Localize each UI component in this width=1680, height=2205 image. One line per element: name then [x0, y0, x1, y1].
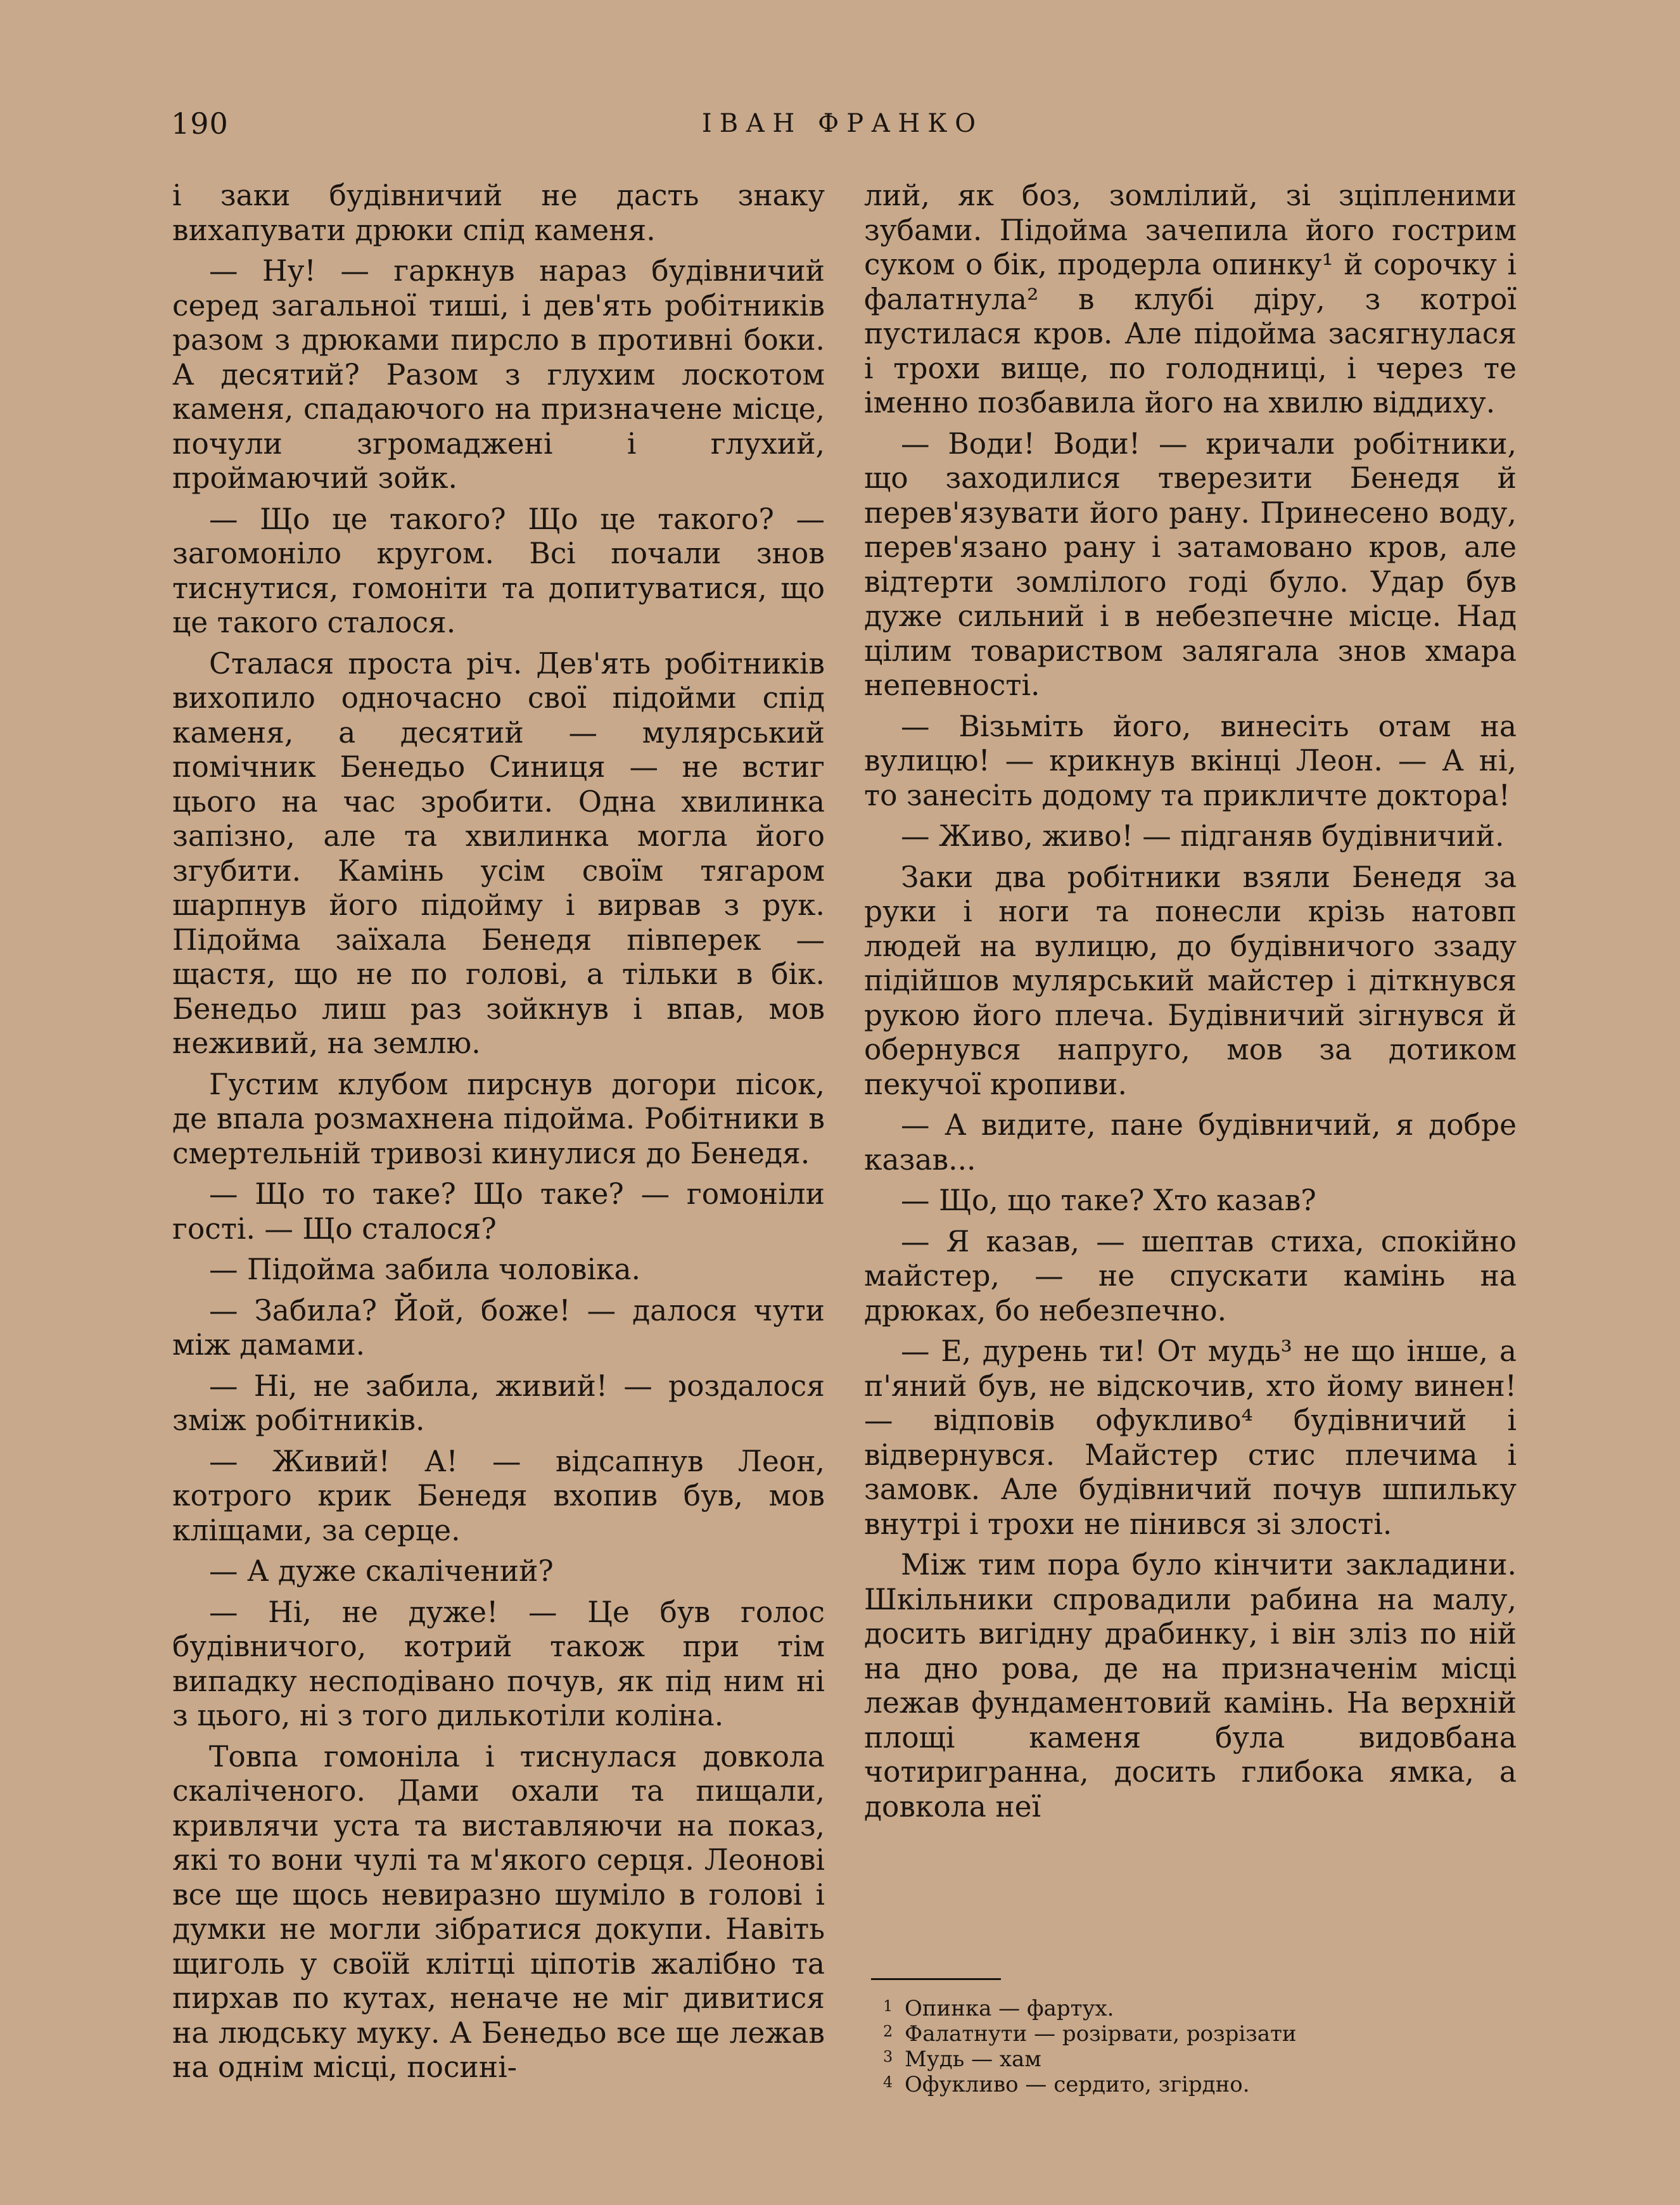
- right-column: [864, 179, 1517, 1824]
- paragraph: і заки будівничий не дасть знаку вихапувати дрюки спід каменя.: [172, 179, 825, 247]
- paragraph: лий, як боз, зомлілий, зі зціпленими зубами. Підойма зачепила його гострим суком о бік, продерла опинку¹ й сорочку і фалатнула² в клубі діру, з котрої пустилася кров. Але підойма засягнулася і трохи вище, по голодниці, і через те іменно позбавила його на хвилю віддиху.: [864, 179, 1517, 419]
- page-header: [171, 106, 1514, 151]
- paragraph: — Ну! — гаркнув нараз будівничий серед загальної тиші, і дев'ять робітників разом з дрюками пирсло в противні боки. А десятий? Разом з глухим лоскотом каменя, спадаючого на призначене місце, почули згромаджені і глухий, проймаючий зойк.: [172, 254, 825, 495]
- paragraph: — Що це такого? Що це такого? — загомоніло кругом. Всі почали знов тиснутися, гомоніти та допитуватися, що це такого сталося.: [172, 502, 825, 639]
- footnote-text: Мудь — хам: [905, 2047, 1041, 2072]
- paragraph: — Живий! А! — відсапнув Леон, котрого крик Бенедя вхопив був, мов кліщами, за серце.: [172, 1444, 825, 1547]
- paragraph: — Води! Води! — кричали робітники, що заходилися тверезити Бенедя й перев'язувати його рану. Принесено воду, перев'язано рану і затамовано кров, але відтерти зомлілого годі було. Удар був дуже сильний і в небезпечне місце. Над цілим товариством залягала знов хмара непевності.: [864, 426, 1517, 702]
- footnote-text: Офукливо — сердито, згірдно.: [905, 2072, 1250, 2097]
- footnote-number: 1: [883, 1997, 893, 2015]
- footnotes: [883, 1996, 1475, 2097]
- left-column: [172, 179, 825, 2085]
- footnote-divider: [871, 1978, 1001, 1980]
- paragraph: Заки два робітники взяли Бенедя за руки і ноги та понесли крізь натовп людей на вулицю, до будівничого ззаду підійшов мулярський майстер і діткнувся рукою його плеча. Будівничий зігнувся й обернувся напруго, мов за дотиком пекучої кропиви.: [864, 860, 1517, 1101]
- paragraph: — Ні, не дуже! — Це був голос будівничого, котрий також при тім випадку несподівано почув, як під ним ні з цього, ні з того дилькотіли коліна.: [172, 1595, 825, 1732]
- page-number: 190: [171, 106, 229, 141]
- paragraph: — Е, дурень ти! От мудь³ не що інше, а п'яний був, не відскочив, хто йому винен! — відповів офукливо⁴ будівничий і відвернувся. Майстер стис плечима і замовк. Але будівничий почув шпильку внутрі і трохи не пінився зі злості.: [864, 1334, 1517, 1541]
- paragraph: — А дуже скалічений?: [209, 1554, 554, 1588]
- footnote: [883, 2047, 1475, 2072]
- paragraph: — Забила? Йой, боже! — далося чути між дамами.: [172, 1293, 825, 1362]
- paragraph: Між тим пора було кінчити закладини. Шкільники спровадили рабина на малу, досить вигідну драбинку, і він зліз по ній на дно рова, де на призначенім місці лежав фундаментовий камінь. На верхній площі каменя була видовбана чотиригранна, досить глибока ямка, а довкола неї: [864, 1548, 1517, 1824]
- running-title: ІВАН ФРАНКО: [701, 109, 984, 138]
- footnote-number: 4: [883, 2073, 893, 2091]
- paragraph: Сталася проста річ. Дев'ять робітників вихопило одночасно свої підойми спід каменя, а десятий — мулярський помічник Бенедьо Синиця — не встиг цього на час зробити. Одна хвилинка запізно, але та хвилинка могла його згубити. Камінь усім своїм тягаром шарпнув його підойму і вирвав з рук. Підойма заїхала Бенедя півперек — щастя, що не по голові, а тільки в бік. Бенедьо лиш раз зойкнув і впав, мов неживий, на землю.: [172, 646, 825, 1060]
- paragraph: — Що, що таке? Хто казав?: [901, 1184, 1316, 1217]
- footnote-text: Фалатнути — розірвати, розрізати: [905, 2021, 1297, 2047]
- footnote-number: 2: [883, 2023, 893, 2040]
- paragraph: — Візьміть його, винесіть отам на вулицю! — крикнув вкінці Леон. — А ні, то занесіть додому та прикличте доктора!: [864, 709, 1517, 812]
- paragraph: — Підойма забила чоловіка.: [209, 1253, 641, 1286]
- footnote-number: 3: [883, 2048, 893, 2066]
- footnote: [883, 1996, 1475, 2021]
- paragraph: — А видите, пане будівничий, я добре казав...: [864, 1108, 1517, 1177]
- paragraph: — Ні, не забила, живий! — роздалося зміж робітників.: [172, 1369, 825, 1437]
- paragraph: — Що то таке? Що таке? — гомоніли гості. — Що сталося?: [172, 1177, 825, 1246]
- footnote-text: Опинка — фартух.: [905, 1996, 1114, 2021]
- footnote: [883, 2072, 1475, 2097]
- paragraph: Густим клубом пирснув догори пісок, де впала розмахнена підойма. Робітники в смертельній тривозі кинулися до Бенедя.: [172, 1067, 825, 1170]
- paragraph: Товпа гомоніла і тиснулася довкола скаліченого. Дами охали та пищали, кривлячи уста та виставляючи на показ, які то вони чулі та м'якого серця. Леонові все ще щось невиразно шуміло в голові і думки не могли зібратися докупи. Навіть щиголь у своїй клітці ціпотів жалібно та пирхав по кутах, неначе не міг дивитися на людську муку. А Бенедьо все ще лежав на однім місці, посині-: [172, 1739, 825, 2084]
- footnote: [883, 2021, 1475, 2047]
- paragraph: — Я казав, — шептав стиха, спокійно майстер, — не спускати камінь на дрюках, бо небезпечно.: [864, 1224, 1517, 1327]
- paragraph: — Живо, живо! — підганяв будівничий.: [901, 819, 1505, 853]
